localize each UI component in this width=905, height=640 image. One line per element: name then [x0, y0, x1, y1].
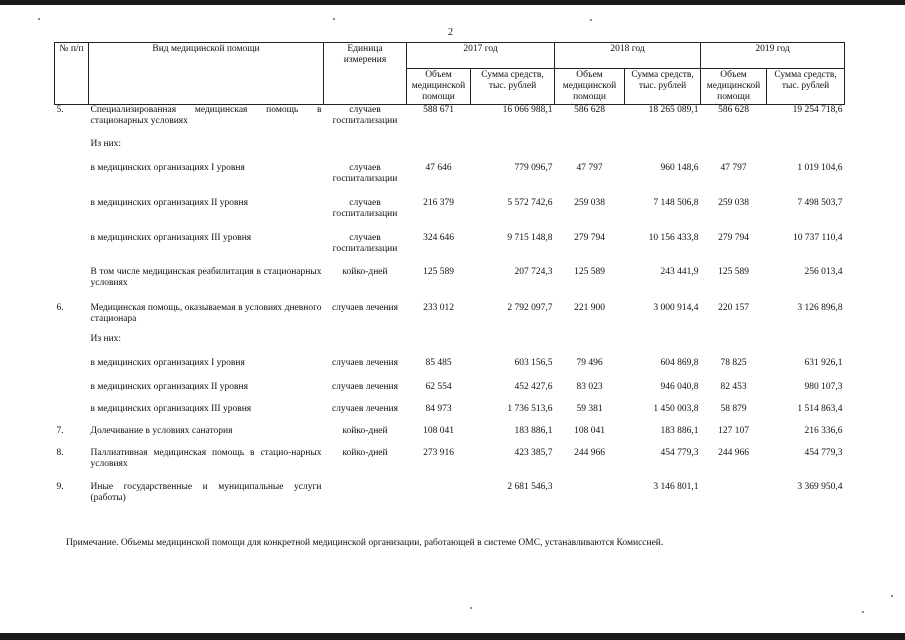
row-sum-2017	[471, 334, 555, 358]
row-volume-2019: 127 107	[718, 425, 749, 436]
row-care-type: в медицинских организациях II уровня	[90, 381, 248, 392]
row-sum-2017: 16 066 988,1	[502, 105, 553, 115]
row-volume-2018: 83 023	[576, 381, 603, 392]
row-volume-2019: 58 879	[720, 403, 747, 414]
table-row	[55, 139, 845, 163]
row-volume-2017	[407, 139, 471, 163]
row-volume-2017: 108 041	[423, 425, 454, 436]
row-sum-2017: 423 385,7	[514, 447, 553, 458]
row-care-type: в медицинских организациях III уровня	[90, 403, 252, 414]
page-number: 2	[448, 27, 453, 38]
row-care-type: В том числе медицинская реабилитация в стационарных условиях	[90, 266, 322, 288]
row-number: 7.	[56, 425, 64, 436]
header-sum: Сумма средств, тыс. рублей	[625, 69, 701, 105]
row-number: 6.	[56, 302, 64, 313]
table-row	[55, 303, 845, 334]
row-volume-2018: 221 900	[574, 302, 605, 313]
row-unit: случаев лечения	[331, 403, 399, 414]
row-sum-2018	[625, 334, 701, 358]
row-unit: случаев лечения	[331, 381, 399, 392]
row-unit	[324, 334, 407, 358]
row-volume-2018	[555, 139, 625, 163]
table-row	[55, 404, 845, 426]
row-volume-2017: 588 671	[423, 105, 454, 115]
row-sum-2018: 454 779,3	[660, 447, 699, 458]
row-volume-2017: 233 012	[423, 302, 454, 313]
row-volume-2019: 220 157	[718, 302, 749, 313]
row-volume-2017: 324 646	[423, 232, 454, 243]
row-volume-2019: 279 794	[718, 232, 749, 243]
row-care-type: в медицинских организациях I уровня	[90, 162, 245, 173]
header-volume: Объем медицинской помощи	[407, 69, 471, 105]
row-unit: койко-дней	[342, 425, 388, 436]
header-volume: Объем медицинской помощи	[555, 69, 625, 105]
row-number: 5.	[56, 105, 64, 115]
row-sum-2017: 2 792 097,7	[507, 302, 553, 313]
row-sum-2019: 980 107,3	[804, 381, 843, 392]
row-sum-2019: 19 254 718,6	[792, 105, 843, 115]
header-sum: Сумма средств, тыс. рублей	[767, 69, 845, 105]
row-volume-2019: 586 628	[718, 105, 749, 115]
row-volume-2018: 125 589	[574, 266, 605, 277]
row-sum-2017: 9 715 148,8	[507, 232, 553, 243]
row-volume-2017: 125 589	[423, 266, 454, 277]
header-year-2018: 2018 год	[555, 43, 701, 69]
header-sum: Сумма средств, тыс. рублей	[471, 69, 555, 105]
header-year-2019: 2019 год	[701, 43, 845, 69]
row-sum-2018: 1 450 003,8	[653, 403, 699, 414]
table-row	[55, 382, 845, 404]
row-sum-2018	[625, 139, 701, 163]
row-sum-2019: 256 013,4	[804, 266, 843, 277]
row-sum-2019	[767, 139, 845, 163]
row-volume-2017: 216 379	[423, 197, 454, 208]
table-row	[55, 334, 845, 358]
row-unit: случаев госпитализации	[332, 105, 398, 126]
table-row	[55, 163, 845, 198]
row-volume-2018	[555, 334, 625, 358]
scan-speck	[891, 595, 893, 597]
scan-speck	[470, 607, 472, 609]
row-volume-2018: 244 966	[574, 447, 605, 458]
row-sum-2017: 452 427,6	[514, 381, 553, 392]
row-number: 9.	[56, 481, 64, 492]
table-row	[55, 198, 845, 233]
row-volume-2019	[701, 334, 767, 358]
scan-border-bottom	[0, 633, 905, 640]
table-row	[55, 448, 845, 482]
row-volume-2017: 84 973	[425, 403, 452, 414]
row-sum-2017: 603 156,5	[514, 357, 553, 368]
row-volume-2017: 62 554	[425, 381, 452, 392]
row-sum-2019: 10 737 110,4	[793, 232, 843, 243]
row-volume-2018: 259 038	[574, 197, 605, 208]
row-sum-2019: 454 779,3	[804, 447, 843, 458]
scan-speck	[862, 611, 864, 613]
row-volume-2017: 47 646	[425, 162, 452, 173]
row-sum-2017: 1 736 513,6	[507, 403, 553, 414]
scan-speck	[590, 19, 592, 21]
row-volume-2017: 273 916	[423, 447, 454, 458]
row-care-type: в медицинских организациях III уровня	[90, 232, 252, 243]
medical-care-table	[54, 42, 845, 512]
row-volume-2018: 108 041	[574, 425, 605, 436]
header-volume: Объем медицинской помощи	[701, 69, 767, 105]
row-number	[55, 334, 89, 358]
header-unit: Единица измерения	[324, 43, 407, 105]
row-number	[55, 267, 89, 303]
row-care-type: Из них:	[90, 333, 122, 344]
row-care-type: в медицинских организациях I уровня	[90, 357, 245, 368]
row-sum-2018: 243 441,9	[660, 266, 699, 277]
row-volume-2019: 244 966	[718, 447, 749, 458]
row-sum-2019: 3 369 950,4	[797, 481, 843, 492]
row-care-type: Медицинская помощь, оказываемая в условиях дневного стационара	[90, 302, 322, 324]
row-care-type: Специализированная медицинская помощь в стационарных условиях	[90, 105, 322, 126]
table-row	[55, 426, 845, 448]
row-sum-2018: 960 148,6	[660, 162, 699, 173]
header-year-2017: 2017 год	[407, 43, 555, 69]
row-volume-2018: 47 797	[576, 162, 603, 173]
scan-speck	[38, 18, 40, 20]
row-volume-2019	[701, 482, 767, 512]
row-sum-2018: 18 265 089,1	[648, 105, 699, 115]
row-care-type: Иные государственные и муниципальные услуги (работы)	[90, 481, 322, 503]
row-volume-2018	[555, 482, 625, 512]
row-unit: случаев госпитализации	[332, 232, 398, 254]
row-sum-2019: 1 514 863,4	[797, 403, 843, 414]
table-row	[55, 358, 845, 382]
table-row	[55, 482, 845, 512]
row-volume-2018: 79 496	[576, 357, 603, 368]
row-unit	[324, 139, 407, 163]
row-sum-2018: 604 869,8	[660, 357, 699, 368]
row-sum-2018: 7 148 506,8	[653, 197, 699, 208]
row-care-type: Из них:	[90, 138, 122, 149]
row-care-type: Долечивание в условиях санатория	[90, 425, 233, 436]
row-sum-2017	[471, 139, 555, 163]
row-volume-2017	[407, 334, 471, 358]
row-sum-2018: 3 000 914,4	[653, 302, 699, 313]
row-number	[55, 382, 89, 404]
scan-border-top	[0, 0, 905, 5]
row-sum-2017: 2 681 546,3	[507, 481, 553, 492]
row-sum-2019: 7 498 503,7	[797, 197, 843, 208]
row-number	[55, 139, 89, 163]
row-sum-2017: 207 724,3	[514, 266, 553, 277]
row-volume-2018: 586 628	[574, 105, 605, 115]
row-unit: случаев госпитализации	[332, 162, 398, 184]
row-volume-2019	[701, 139, 767, 163]
table-row	[55, 105, 845, 139]
table-row	[55, 267, 845, 303]
row-sum-2018: 3 146 801,1	[653, 481, 699, 492]
row-volume-2019: 47 797	[720, 162, 747, 173]
row-sum-2018: 183 886,1	[660, 425, 699, 436]
table-row	[55, 233, 845, 267]
row-sum-2019: 1 019 104,6	[797, 162, 843, 173]
row-number	[55, 198, 89, 233]
row-unit	[324, 482, 407, 512]
row-unit: случаев лечения	[331, 302, 399, 313]
scan-speck	[333, 18, 335, 20]
row-sum-2017: 183 886,1	[514, 425, 553, 436]
row-unit: койко-дней	[342, 266, 388, 277]
row-sum-2019: 631 926,1	[804, 357, 843, 368]
row-volume-2019: 259 038	[718, 197, 749, 208]
row-sum-2018: 10 156 433,8	[648, 232, 699, 243]
row-volume-2019: 78 825	[720, 357, 747, 368]
header-care-type: Вид медицинской помощи	[89, 43, 324, 105]
row-volume-2019: 82 453	[720, 381, 747, 392]
row-sum-2019: 3 126 896,8	[797, 302, 843, 313]
row-unit: случаев госпитализации	[332, 197, 398, 219]
row-volume-2018: 59 381	[576, 403, 603, 414]
row-unit: койко-дней	[342, 447, 388, 458]
row-volume-2017	[407, 482, 471, 512]
row-number	[55, 163, 89, 198]
row-number	[55, 233, 89, 267]
row-sum-2019: 216 336,6	[804, 425, 843, 436]
row-sum-2018: 946 040,8	[660, 381, 699, 392]
table-note: Примечание. Объемы медицинской помощи для конкретной медицинской организации, работающей в системе ОМС, устанавливаются Комиссией.	[66, 538, 664, 548]
row-number	[55, 358, 89, 382]
row-care-type: Паллиативная медицинская помощь в стацио-нарных условиях	[90, 447, 322, 469]
row-volume-2017: 85 485	[425, 357, 452, 368]
row-sum-2017: 5 572 742,6	[507, 197, 553, 208]
row-sum-2017: 779 096,7	[514, 162, 553, 173]
row-unit: случаев лечения	[331, 357, 399, 368]
row-number: 8.	[56, 447, 64, 458]
header-num: № п/п	[55, 43, 89, 105]
row-sum-2019	[767, 334, 845, 358]
row-volume-2018: 279 794	[574, 232, 605, 243]
row-care-type: в медицинских организациях II уровня	[90, 197, 248, 208]
row-volume-2019: 125 589	[718, 266, 749, 277]
row-number	[55, 404, 89, 426]
